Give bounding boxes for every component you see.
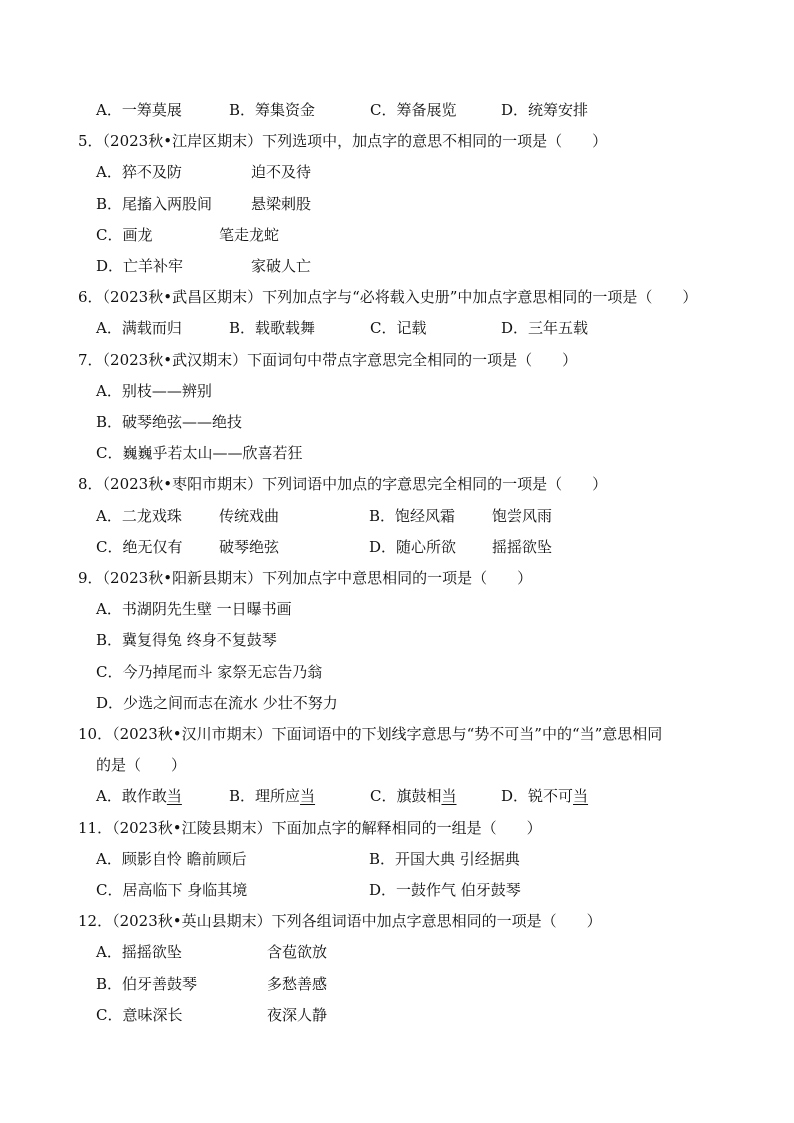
- question-6-options: [96, 318, 716, 338]
- question-7-stem: 7．（2023秋•武汉期末）下面词句中带点字意思完全相同的一项是（ ）: [78, 351, 578, 369]
- question-11-stem: 11．（2023秋•江陵县期末）下面加点字的解释相同的一组是（ ）: [78, 819, 542, 837]
- option-a: A．顾影自怜 瞻前顾后: [96, 850, 247, 868]
- underlined-char: 当: [300, 787, 316, 805]
- option-c: C．居高临下 身临其境: [96, 881, 248, 899]
- option-b-word-1: B．饱经风霜: [369, 507, 456, 525]
- underlined-char: 当: [166, 787, 182, 805]
- option-c-word-2: 破琴绝弦: [219, 538, 280, 556]
- option-b: B．载歌载舞: [229, 319, 316, 337]
- question-7-option-c: C．巍巍乎若太山——欣喜若狂: [96, 444, 303, 462]
- option-b-word-2: 饱尝风雨: [492, 507, 553, 525]
- option-a-word-2: 传统戏曲: [219, 507, 280, 525]
- question-12-option-b: [96, 974, 696, 994]
- word-2: 迫不及待: [251, 163, 312, 181]
- word-2: 多愁善感: [267, 975, 328, 993]
- option-c: C．筹备展览: [370, 101, 457, 119]
- question-5-option-b: [96, 194, 696, 214]
- option-c-word-1: C．绝无仅有: [96, 538, 183, 556]
- option-b: B．筹集资金: [229, 101, 316, 119]
- question-11-row-1: [96, 849, 716, 869]
- question-10-options: [96, 786, 716, 806]
- word-1: C．意味深长: [96, 1006, 183, 1024]
- question-9-option-d: D．少选之间而志在流水 少壮不努力: [96, 694, 338, 712]
- option-c: C．旗鼓相当: [370, 787, 457, 805]
- word-2: 家破人亡: [251, 257, 312, 275]
- option-b: B．理所应当: [229, 787, 316, 805]
- question-8-row-1: [96, 506, 716, 526]
- option-d: D．三年五载: [501, 319, 589, 337]
- question-10-stem-continued: 的是（ ）: [96, 756, 187, 774]
- option-d-word-1: D．随心所欲: [369, 538, 457, 556]
- option-a: A．一筹莫展: [96, 101, 182, 119]
- option-d: D．一鼓作气 伯牙鼓琴: [369, 881, 521, 899]
- underlined-char: 当: [441, 787, 457, 805]
- word-1: D．亡羊补牢: [96, 257, 184, 275]
- option-a: A．满载而归: [96, 319, 182, 337]
- option-d: D．锐不可当: [501, 787, 589, 805]
- word-2: 含苞欲放: [267, 943, 328, 961]
- question-9-option-b: B．冀复得兔 终身不复鼓琴: [96, 631, 277, 649]
- question-12-option-a: [96, 942, 696, 962]
- word-1: C．画龙: [96, 226, 153, 244]
- question-12-stem: 12．（2023秋•英山县期末）下列各组词语中加点字意思相同的一项是（ ）: [78, 912, 602, 930]
- question-7-option-a: A．别枝——辨别: [96, 382, 212, 400]
- option-b: B．开国大典 引经据典: [369, 850, 520, 868]
- word-1: A．摇摇欲坠: [96, 943, 182, 961]
- option-d-word-2: 摇摇欲坠: [492, 538, 553, 556]
- word-2: 夜深人静: [267, 1006, 328, 1024]
- question-5-option-a: [96, 162, 696, 182]
- question-8-stem: 8．（2023秋•枣阳市期末）下列词语中加点的字意思完全相同的一项是（ ）: [78, 475, 608, 493]
- question-8-row-2: [96, 537, 716, 557]
- underlined-char: 当: [573, 787, 589, 805]
- option-a-word-1: A．二龙戏珠: [96, 507, 182, 525]
- question-11-row-2: [96, 880, 716, 900]
- question-4-options: [96, 100, 716, 120]
- question-7-option-b: B．破琴绝弦——绝技: [96, 413, 243, 431]
- question-5-option-d: [96, 256, 696, 276]
- question-9-option-c: C．今乃掉尾而斗 家祭无忘告乃翁: [96, 663, 323, 681]
- question-9-stem: 9．（2023秋•阳新县期末）下列加点字中意思相同的一项是（ ）: [78, 569, 533, 587]
- word-1: B．尾搐入两股间: [96, 195, 213, 213]
- word-1: B．伯牙善鼓琴: [96, 975, 198, 993]
- question-9-option-a: A．书湖阴先生壁 一日曝书画: [96, 600, 292, 618]
- word-2: 悬梁刺股: [251, 195, 312, 213]
- word-2: 笔走龙蛇: [219, 226, 280, 244]
- option-c: C．记载: [370, 319, 427, 337]
- option-d: D．统筹安排: [501, 101, 589, 119]
- question-12-option-c: [96, 1005, 696, 1025]
- question-6-stem: 6．（2023秋•武昌区期末）下列加点字与“必将载入史册”中加点字意思相同的一项是（ ）: [78, 288, 698, 306]
- option-a: A．敢作敢当: [96, 787, 182, 805]
- word-1: A．猝不及防: [96, 163, 182, 181]
- question-10-stem: 10．（2023秋•汉川市期末）下面词语中的下划线字意思与“势不可当”中的“当”意思相同: [78, 725, 663, 743]
- question-5-stem: 5．（2023秋•江岸区期末）下列选项中，加点字的意思不相同的一项是（ ）: [78, 132, 608, 150]
- question-5-option-c: [96, 225, 696, 245]
